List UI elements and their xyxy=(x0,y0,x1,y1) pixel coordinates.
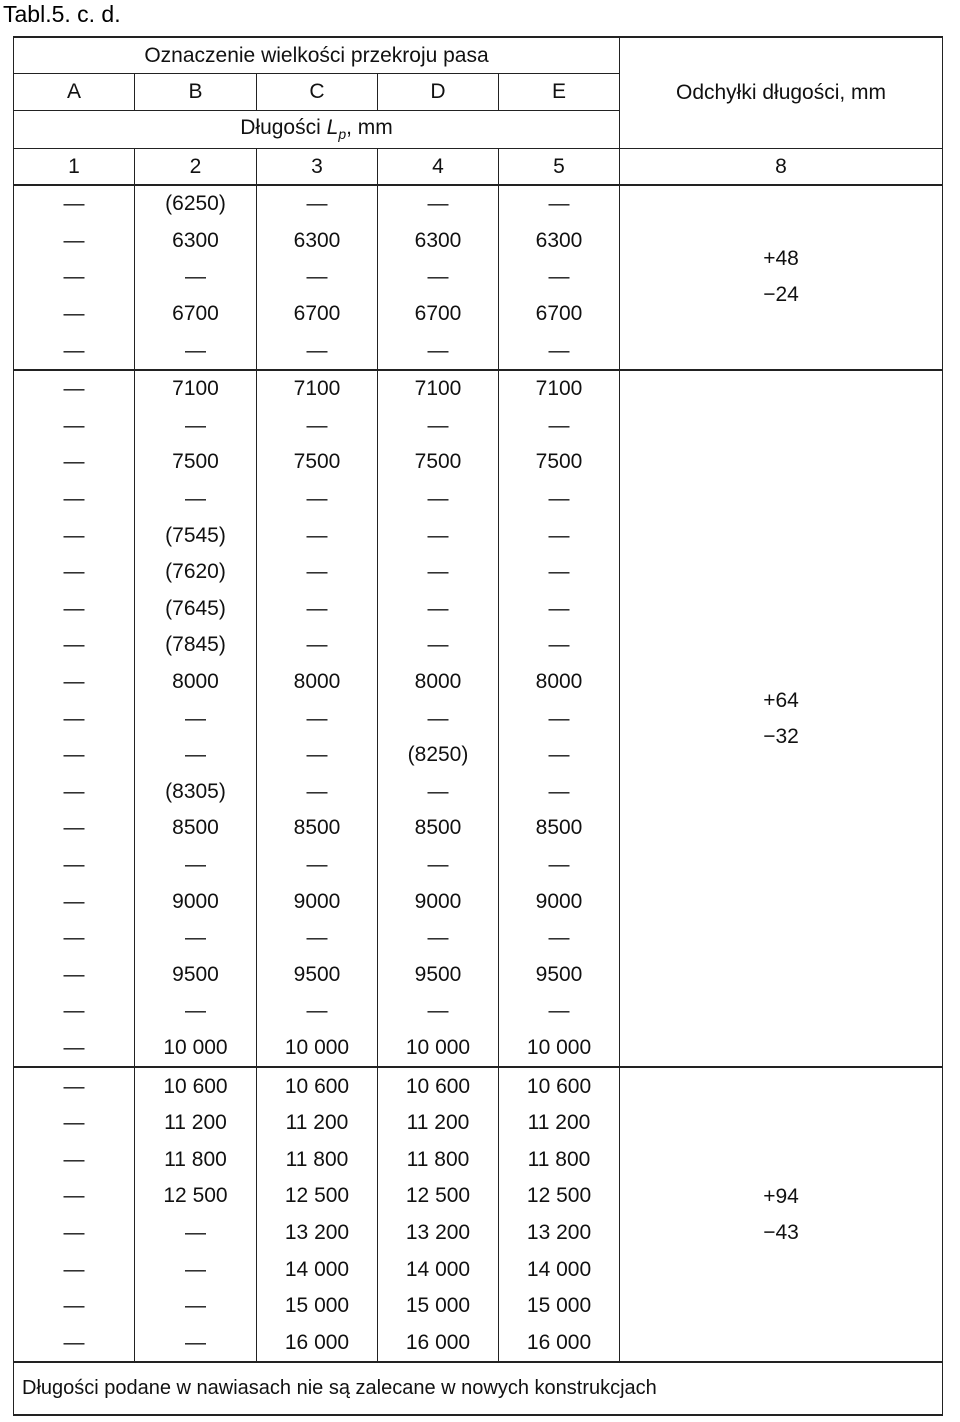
length-cell: — xyxy=(257,993,378,1030)
length-cell: — xyxy=(378,920,499,957)
length-cell: 7100 xyxy=(378,370,499,408)
length-cell: — xyxy=(14,920,135,957)
length-cell: — xyxy=(135,1288,257,1325)
length-cell: — xyxy=(499,627,620,664)
length-cell: 14 000 xyxy=(499,1251,620,1288)
length-cell: 6300 xyxy=(135,223,257,260)
length-cell: 7500 xyxy=(257,444,378,481)
length-cell: — xyxy=(257,774,378,811)
length-cell: 8500 xyxy=(135,810,257,847)
length-cell: — xyxy=(14,883,135,920)
length-cell: 12 500 xyxy=(499,1178,620,1215)
length-cell: — xyxy=(14,956,135,993)
length-cell: — xyxy=(378,774,499,811)
length-cell: — xyxy=(14,259,135,296)
length-cell: 12 500 xyxy=(135,1178,257,1215)
length-cell: — xyxy=(14,332,135,370)
section-header-b: B xyxy=(135,74,257,111)
length-cell: — xyxy=(257,737,378,774)
length-cell: — xyxy=(499,185,620,223)
deviation-minus: −32 xyxy=(763,724,799,748)
length-cell: 12 500 xyxy=(378,1178,499,1215)
length-cell: (6250) xyxy=(135,185,257,223)
length-cell: — xyxy=(257,920,378,957)
length-cell: 10 600 xyxy=(135,1067,257,1105)
length-cell: (7545) xyxy=(135,517,257,554)
deviation-header: Odchyłki długości, mm xyxy=(620,37,943,149)
belt-length-table xyxy=(13,36,943,1416)
length-cell: — xyxy=(14,1288,135,1325)
length-cell: — xyxy=(378,847,499,884)
length-cell: 6700 xyxy=(499,296,620,333)
length-cell: — xyxy=(14,554,135,591)
length-cell: 15 000 xyxy=(257,1288,378,1325)
length-cell: — xyxy=(14,444,135,481)
deviation-plus: +94 xyxy=(763,1184,799,1208)
length-cell: 6300 xyxy=(257,223,378,260)
length-cell: 10 000 xyxy=(499,1030,620,1068)
column-number: 1 xyxy=(14,149,135,186)
length-cell: — xyxy=(14,1215,135,1252)
length-cell: 14 000 xyxy=(378,1251,499,1288)
length-cell: 10 000 xyxy=(257,1030,378,1068)
length-cell: — xyxy=(499,408,620,445)
length-subscript: p xyxy=(338,126,347,143)
length-cell: 10 000 xyxy=(378,1030,499,1068)
length-cell: — xyxy=(14,223,135,260)
length-cell: — xyxy=(499,774,620,811)
length-cell: — xyxy=(499,993,620,1030)
length-cell: — xyxy=(257,627,378,664)
length-cell: 10 600 xyxy=(378,1067,499,1105)
length-cell: — xyxy=(14,1178,135,1215)
deviation-cell xyxy=(620,185,943,370)
length-cell: — xyxy=(378,408,499,445)
length-cell: — xyxy=(499,332,620,370)
length-cell: — xyxy=(135,993,257,1030)
section-header-d: D xyxy=(378,74,499,111)
length-cell: — xyxy=(257,185,378,223)
length-cell: 6700 xyxy=(135,296,257,333)
length-cell: 11 200 xyxy=(499,1105,620,1142)
length-cell: 13 200 xyxy=(257,1215,378,1252)
length-cell: 9500 xyxy=(499,956,620,993)
length-cell: — xyxy=(499,737,620,774)
length-cell: 7500 xyxy=(499,444,620,481)
length-cell: — xyxy=(14,993,135,1030)
length-cell: — xyxy=(378,481,499,518)
length-cell: 8000 xyxy=(135,664,257,701)
column-number: 5 xyxy=(499,149,620,186)
length-cell: — xyxy=(14,1251,135,1288)
length-cell: — xyxy=(378,554,499,591)
section-header-a: A xyxy=(14,74,135,111)
length-cell: 8500 xyxy=(378,810,499,847)
length-cell: 8500 xyxy=(499,810,620,847)
length-cell: — xyxy=(499,591,620,628)
length-cell: 13 200 xyxy=(378,1215,499,1252)
length-cell: 9500 xyxy=(378,956,499,993)
length-cell: — xyxy=(135,332,257,370)
length-cell: 11 200 xyxy=(257,1105,378,1142)
length-cell: — xyxy=(14,370,135,408)
length-symbol: L xyxy=(326,116,339,140)
length-cell: — xyxy=(499,259,620,296)
length-cell: 11 200 xyxy=(135,1105,257,1142)
length-cell: 11 800 xyxy=(257,1141,378,1178)
length-cell: — xyxy=(135,481,257,518)
length-cell: — xyxy=(257,847,378,884)
table-row xyxy=(14,185,943,223)
length-cell: 9500 xyxy=(257,956,378,993)
length-cell: — xyxy=(14,1324,135,1362)
length-cell: — xyxy=(14,847,135,884)
length-cell: — xyxy=(135,1251,257,1288)
length-cell: — xyxy=(14,185,135,223)
length-cell: — xyxy=(257,259,378,296)
length-cell: 7100 xyxy=(135,370,257,408)
length-cell: — xyxy=(257,700,378,737)
footnote: Długości podane w nawiasach nie są zalecane w nowych konstrukcjach xyxy=(14,1362,943,1415)
length-cell: — xyxy=(499,847,620,884)
length-cell: 6300 xyxy=(499,223,620,260)
column-number: 3 xyxy=(257,149,378,186)
length-cell: 11 800 xyxy=(499,1141,620,1178)
length-cell: — xyxy=(378,517,499,554)
length-cell: 7100 xyxy=(257,370,378,408)
length-cell: 10 000 xyxy=(135,1030,257,1068)
length-cell: — xyxy=(14,810,135,847)
length-cell: — xyxy=(499,554,620,591)
length-cell: 6700 xyxy=(257,296,378,333)
length-cell: 8500 xyxy=(257,810,378,847)
length-cell: (7645) xyxy=(135,591,257,628)
length-cell: 6300 xyxy=(378,223,499,260)
length-cell: — xyxy=(135,408,257,445)
table-caption: Tabl.5. c. d. xyxy=(3,1,121,27)
length-label: Długości xyxy=(240,116,321,140)
length-cell: 8000 xyxy=(257,664,378,701)
deviation-cell xyxy=(620,370,943,1067)
length-cell: 16 000 xyxy=(257,1324,378,1362)
length-cell: — xyxy=(135,920,257,957)
table-row xyxy=(14,1067,943,1105)
length-cell: 9000 xyxy=(499,883,620,920)
length-cell: (8250) xyxy=(378,737,499,774)
deviation-plus: +48 xyxy=(763,247,799,271)
length-cell: — xyxy=(14,664,135,701)
length-cell: — xyxy=(499,700,620,737)
length-cell: (8305) xyxy=(135,774,257,811)
length-cell: 13 200 xyxy=(499,1215,620,1252)
length-cell: 10 600 xyxy=(257,1067,378,1105)
length-cell: — xyxy=(14,296,135,333)
length-cell: — xyxy=(135,847,257,884)
section-group-header: Oznaczenie wielkości przekroju pasa xyxy=(14,37,620,74)
length-cell: — xyxy=(499,920,620,957)
section-header-c: C xyxy=(257,74,378,111)
length-cell: 8000 xyxy=(378,664,499,701)
length-cell: — xyxy=(14,1105,135,1142)
length-cell: — xyxy=(378,993,499,1030)
length-cell: — xyxy=(135,1215,257,1252)
length-cell: — xyxy=(14,1030,135,1068)
length-cell: 15 000 xyxy=(499,1288,620,1325)
length-cell: — xyxy=(257,591,378,628)
length-cell: — xyxy=(378,627,499,664)
deviation-cell xyxy=(620,1067,943,1362)
length-cell: — xyxy=(14,627,135,664)
length-cell: — xyxy=(14,774,135,811)
length-cell: — xyxy=(14,1141,135,1178)
length-cell: 11 800 xyxy=(378,1141,499,1178)
column-number: 2 xyxy=(135,149,257,186)
length-cell: — xyxy=(378,185,499,223)
length-cell: 11 800 xyxy=(135,1141,257,1178)
length-cell: — xyxy=(135,700,257,737)
length-cell: — xyxy=(257,481,378,518)
length-cell: — xyxy=(257,554,378,591)
length-cell: — xyxy=(378,259,499,296)
length-header xyxy=(14,111,620,149)
length-cell: — xyxy=(14,700,135,737)
length-cell: — xyxy=(257,517,378,554)
length-cell: — xyxy=(499,517,620,554)
deviation-plus: +64 xyxy=(763,688,799,712)
length-cell: — xyxy=(135,1324,257,1362)
length-cell: — xyxy=(378,591,499,628)
deviation-minus: −43 xyxy=(763,1220,799,1244)
length-cell: 7500 xyxy=(378,444,499,481)
length-cell: (7845) xyxy=(135,627,257,664)
length-cell: — xyxy=(14,737,135,774)
length-cell: — xyxy=(14,481,135,518)
length-cell: — xyxy=(378,332,499,370)
length-cell: 15 000 xyxy=(378,1288,499,1325)
length-cell: — xyxy=(378,700,499,737)
deviation-minus: −24 xyxy=(763,283,799,307)
length-cell: — xyxy=(135,737,257,774)
length-cell: 8000 xyxy=(499,664,620,701)
length-cell: — xyxy=(14,591,135,628)
column-number: 4 xyxy=(378,149,499,186)
length-cell: 16 000 xyxy=(378,1324,499,1362)
length-cell: — xyxy=(14,517,135,554)
length-cell: 11 200 xyxy=(378,1105,499,1142)
length-cell: — xyxy=(257,408,378,445)
length-cell: — xyxy=(14,408,135,445)
length-cell: 9500 xyxy=(135,956,257,993)
length-cell: — xyxy=(257,332,378,370)
deviation-column-number: 8 xyxy=(620,149,943,186)
length-cell: 9000 xyxy=(135,883,257,920)
length-cell: 7500 xyxy=(135,444,257,481)
length-cell: 10 600 xyxy=(499,1067,620,1105)
length-cell: (7620) xyxy=(135,554,257,591)
length-cell: 14 000 xyxy=(257,1251,378,1288)
table-row xyxy=(14,370,943,408)
length-unit: , mm xyxy=(346,116,393,140)
length-cell: 12 500 xyxy=(257,1178,378,1215)
length-cell: — xyxy=(499,481,620,518)
length-cell: 16 000 xyxy=(499,1324,620,1362)
length-cell: — xyxy=(135,259,257,296)
length-cell: 9000 xyxy=(378,883,499,920)
length-cell: 9000 xyxy=(257,883,378,920)
length-cell: 6700 xyxy=(378,296,499,333)
length-cell: — xyxy=(14,1067,135,1105)
section-header-e: E xyxy=(499,74,620,111)
length-cell: 7100 xyxy=(499,370,620,408)
